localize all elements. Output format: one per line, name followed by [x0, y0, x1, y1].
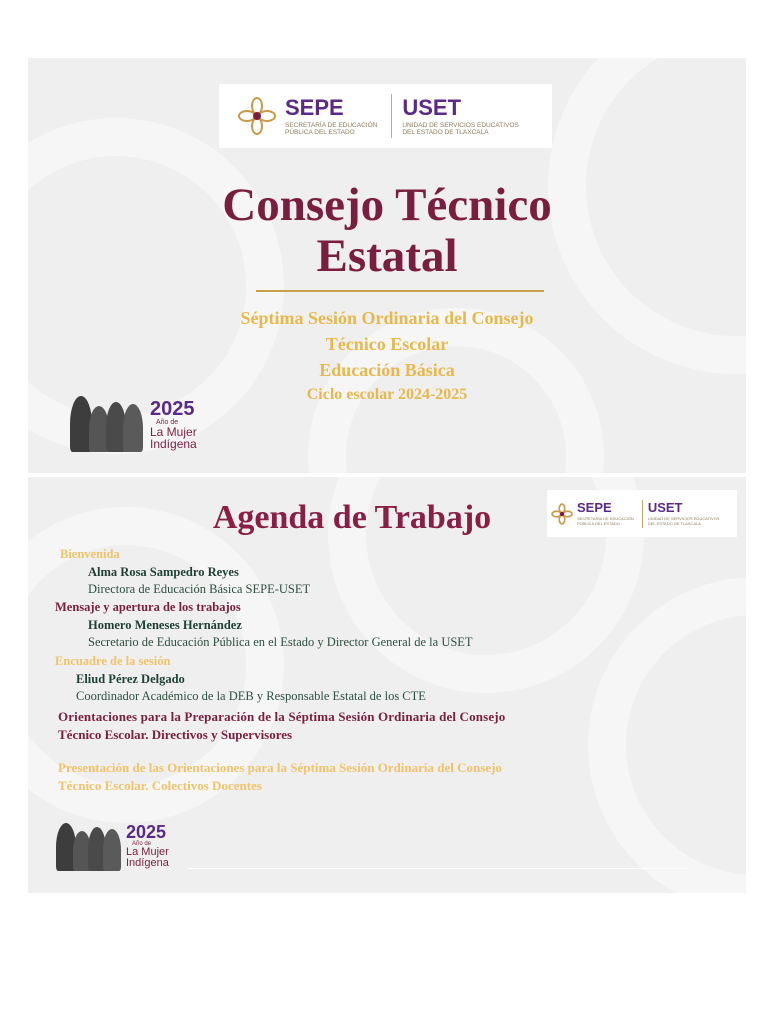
- footer-divider: [188, 868, 688, 869]
- sepe-logo-text: SEPE: [577, 500, 612, 515]
- presentacion-line: Técnico Escolar. Colectivos Docentes: [58, 778, 262, 793]
- uset-subtitle: DEL ESTADO DE TLAXCALA: [647, 521, 701, 526]
- agenda-speaker-name: Eliud Pérez Delgado: [76, 672, 185, 686]
- badge-text: Año de: [156, 419, 179, 426]
- cover-slide: [28, 58, 746, 473]
- mujer-indigena-badge: [70, 396, 197, 452]
- main-title: [28, 180, 746, 282]
- badge-year: 2025: [150, 398, 195, 420]
- agenda-heading-encuadre: Encuadre de la sesión: [55, 654, 171, 668]
- subtitle-line: Educación Básica: [319, 360, 455, 380]
- presentacion-line: Presentación de las Orientaciones para la Séptima Sesión Ordinaria del Consejo: [58, 760, 502, 775]
- orientaciones-line: Técnico Escolar. Directivos y Supervisores: [58, 727, 293, 742]
- sepe-subtitle: PÚBLICA DEL ESTADO: [285, 128, 355, 136]
- badge-year: 2025: [126, 822, 167, 842]
- agenda-heading-mensaje: Mensaje y apertura de los trabajos: [55, 600, 241, 614]
- badge-text: La Mujer: [150, 425, 197, 439]
- mujer-indigena-badge: [56, 823, 169, 871]
- subtitle-line: Técnico Escolar: [325, 334, 449, 354]
- uset-subtitle: UNIDAD DE SERVICIOS EDUCATIVOS: [647, 516, 720, 521]
- agenda-presentacion: [58, 760, 502, 794]
- indigenous-women-illustration: [56, 823, 118, 871]
- title-underline: [256, 290, 544, 292]
- school-year: Ciclo escolar 2024-2025: [306, 386, 468, 403]
- sepe-uset-logo: [219, 84, 552, 148]
- sepe-subtitle: SECRETARÍA DE EDUCACIÓN: [577, 516, 634, 521]
- agenda-orientaciones: [58, 709, 505, 743]
- agenda-title: Agenda de Trabajo: [212, 499, 492, 536]
- title-line: Estatal: [316, 230, 458, 282]
- uset-logo-text: USET: [402, 94, 462, 120]
- agenda-speaker-role: Directora de Educación Básica SEPE-USET: [88, 582, 311, 596]
- uset-subtitle: UNIDAD DE SERVICIOS EDUCATIVOS: [402, 121, 519, 129]
- agenda-speaker-name: Alma Rosa Sampedro Reyes: [88, 565, 239, 579]
- agenda-speaker-role: Coordinador Académico de la DEB y Responsable Estatal de los CTE: [76, 689, 426, 703]
- logo-divider: [391, 94, 392, 138]
- uset-subtitle: DEL ESTADO DE TLAXCALA: [402, 128, 489, 136]
- orientaciones-line: Orientaciones para la Preparación de la Séptima Sesión Ordinaria del Consejo: [58, 709, 506, 724]
- subtitle-line: Séptima Sesión Ordinaria del Consejo: [240, 308, 534, 328]
- indigenous-women-illustration: [70, 396, 140, 452]
- title-line: Consejo Técnico: [222, 179, 552, 231]
- subtitle-block: [28, 305, 746, 407]
- sepe-logo-text: SEPE: [285, 94, 344, 120]
- uset-logo-text: USET: [647, 500, 683, 515]
- badge-text: Año de: [132, 841, 152, 847]
- agenda-speaker-name: Homero Meneses Hernández: [88, 618, 242, 632]
- badge-text: La Mujer: [126, 846, 169, 858]
- sepe-subtitle: PÚBLICA DEL ESTADO: [577, 521, 620, 526]
- agenda-heading-bienvenida: Bienvenida: [60, 547, 120, 561]
- badge-text: Indígena: [150, 437, 197, 451]
- agenda-speaker-role: Secretario de Educación Pública en el Estado y Director General de la USET: [88, 635, 473, 649]
- flower-logo-icon: [237, 96, 277, 136]
- sepe-subtitle: SECRETARÍA DE EDUCACIÓN: [285, 121, 378, 129]
- agenda-slide: [28, 477, 746, 893]
- badge-text: Indígena: [126, 857, 169, 869]
